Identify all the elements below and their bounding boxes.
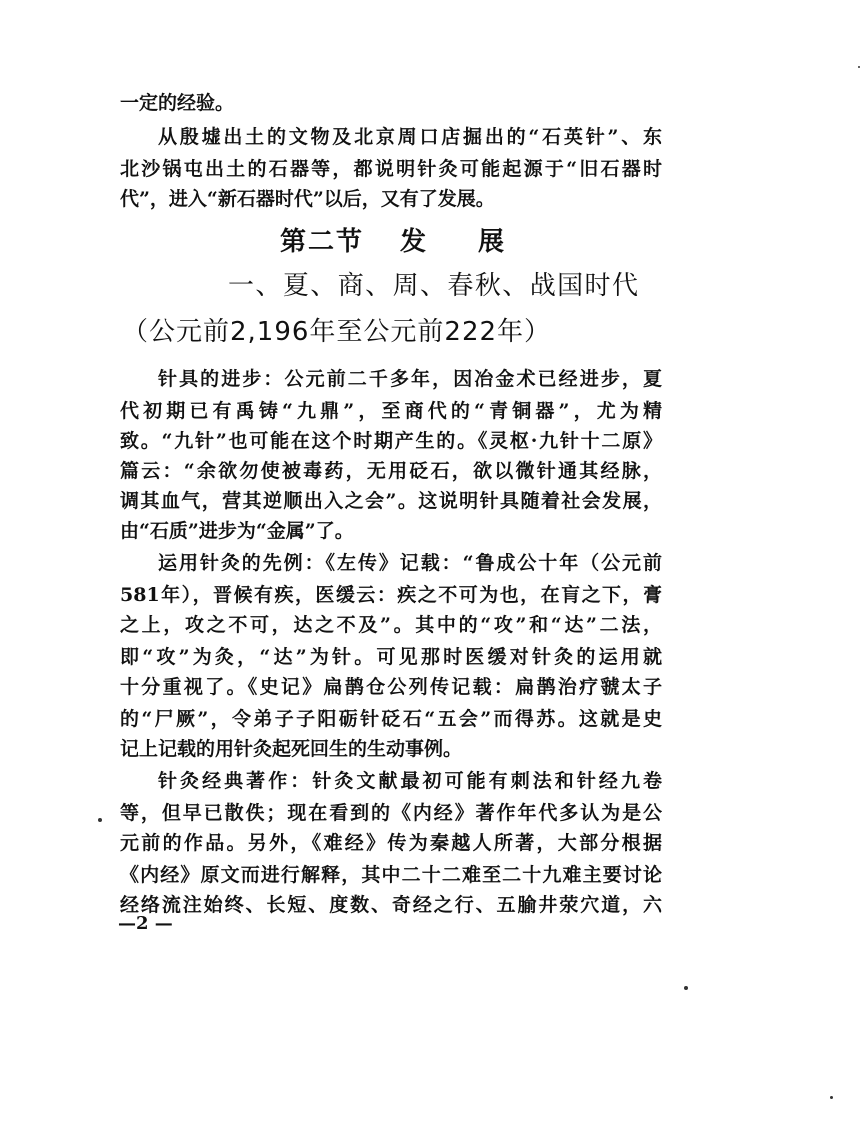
text-line: 记上记载的用针灸起死回生的生动事例。 [120, 738, 463, 760]
text-line: 经络流注始终、长短、度数、奇经之行、五腧井荥穴道，六 [120, 894, 662, 916]
text-line: 由“石质”进步为“金属”了。 [120, 520, 354, 542]
page-number: —2 — [118, 913, 173, 934]
scan-speck [98, 818, 102, 822]
section-heading-number: 第二节 [280, 227, 365, 257]
scan-speck [830, 1096, 833, 1099]
text-line: 的“尸厥”，令弟子子阳砺针砭石“五会”而得苏。这就是史 [120, 708, 662, 730]
text-line: 代初期已有禹铸“九鼎”，至商代的“青铜器”，尤为精 [120, 400, 662, 422]
text-line: 北沙锅屯出土的石器等，都说明针灸可能起源于“旧石器时 [120, 158, 662, 180]
subsection-dates: （公元前2,196年至公元前222年） [122, 317, 552, 347]
section-heading-word-1: 发 [400, 227, 429, 257]
text-line: 针灸经典著作：针灸文献最初可能有刺法和针经九卷 [158, 770, 662, 792]
section-heading [280, 224, 506, 260]
text-line: 从殷墟出土的文物及北京周口店掘出的“石英针”、东 [158, 126, 662, 148]
text-line: 即“攻”为灸，“达”为针。可见那时医缓对针灸的运用就 [120, 646, 662, 668]
section-heading-word-2: 展 [478, 227, 507, 257]
text-line: 篇云：“余欲勿使被毒药，无用砭石，欲以微针通其经脉， [120, 460, 662, 482]
text-line: 代”，进入“新石器时代”以后，又有了发展。 [120, 188, 495, 210]
scan-speck [858, 66, 860, 68]
text-line: 一定的经验。 [120, 92, 235, 114]
text-line: 针具的进步：公元前二千多年，因冶金术已经进步，夏 [158, 368, 662, 390]
text-line: 《内经》原文而进行解释，其中二十二难至二十九难主要讨论 [120, 864, 662, 886]
scan-speck [684, 986, 688, 990]
text-line: 运用针灸的先例：《左传》记载：“鲁成公十年（公元前 [158, 552, 662, 574]
text-line: 581年），晋候有疾，医缓云：疾之不可为也，在肓之下，膏 [120, 584, 662, 606]
text-line: 之上，攻之不可，达之不及”。其中的“攻”和“达”二法， [120, 614, 662, 636]
subsection-heading: 一、夏、商、周、春秋、战国时代 [228, 271, 638, 301]
text-line: 致。“九针”也可能在这个时期产生的。《灵枢·九针十二原》 [120, 430, 662, 452]
text-line: 等，但早已散佚；现在看到的《内经》著作年代多认为是公 [120, 802, 662, 824]
text-line: 元前的作品。另外，《难经》传为秦越人所著，大部分根据 [120, 832, 662, 854]
text-line: 调其血气，营其逆顺出入之会”。这说明针具随着社会发展， [120, 490, 662, 512]
text-line: 十分重视了。《史记》扁鹊仓公列传记载：扁鹊治疗虢太子 [120, 676, 662, 698]
